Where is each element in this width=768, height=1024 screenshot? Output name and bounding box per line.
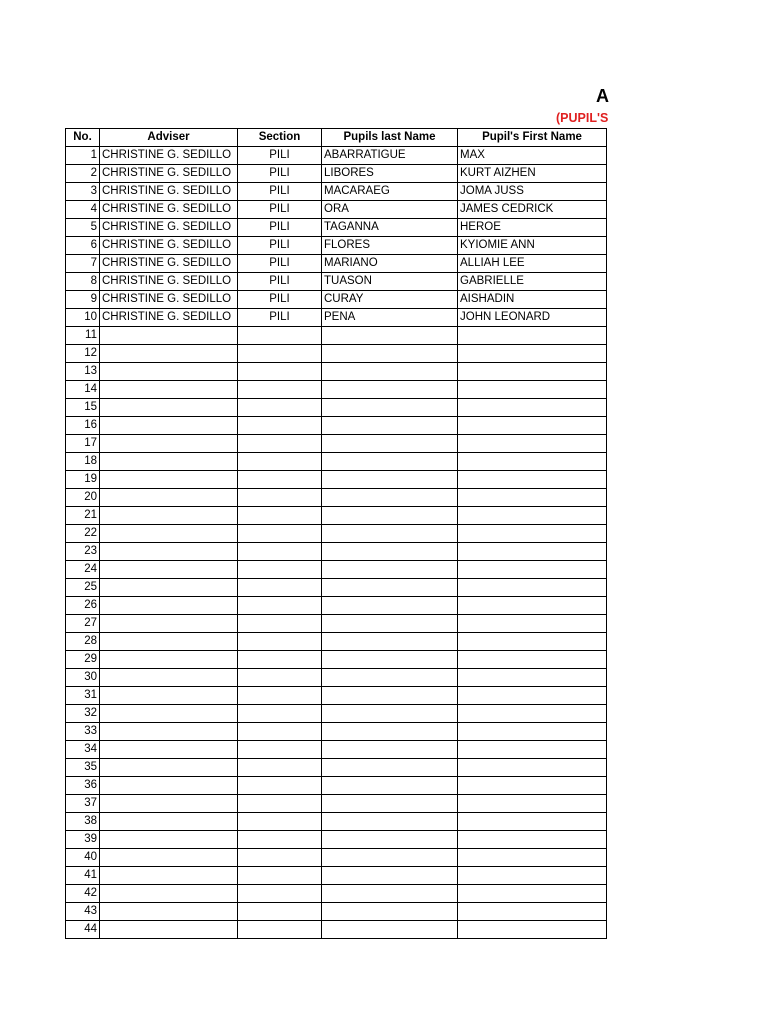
cell-section[interactable] [238,633,322,651]
table-row [66,183,607,201]
cell-last-name[interactable]: LIBORES [322,165,458,183]
cell-first-name[interactable]: KYIOMIE ANN [458,237,607,255]
sheet-subtitle: (PUPIL'S [556,111,609,125]
cell-no[interactable]: 32 [66,705,100,723]
cell-no[interactable]: 8 [66,273,100,291]
cell-adviser[interactable] [100,741,238,759]
cell-last-name[interactable] [322,885,458,903]
cell-no[interactable]: 3 [66,183,100,201]
table-row [66,219,607,237]
cell-first-name[interactable] [458,561,607,579]
cell-section[interactable] [238,471,322,489]
cell-last-name[interactable] [322,525,458,543]
cell-adviser[interactable] [100,723,238,741]
cell-first-name[interactable] [458,849,607,867]
cell-last-name[interactable]: FLORES [322,237,458,255]
cell-adviser[interactable]: CHRISTINE G. SEDILLO [100,147,238,165]
cell-first-name[interactable] [458,633,607,651]
table-row [66,237,607,255]
cell-adviser[interactable]: CHRISTINE G. SEDILLO [100,165,238,183]
cell-adviser[interactable]: CHRISTINE G. SEDILLO [100,291,238,309]
cell-first-name[interactable] [458,921,607,939]
cell-adviser[interactable] [100,795,238,813]
cell-adviser[interactable] [100,615,238,633]
table-row [66,471,607,489]
cell-adviser[interactable] [100,543,238,561]
cell-first-name[interactable]: MAX [458,147,607,165]
cell-section[interactable] [238,903,322,921]
cell-first-name[interactable] [458,435,607,453]
cell-first-name[interactable] [458,471,607,489]
table-row [66,435,607,453]
cell-last-name[interactable] [322,561,458,579]
cell-adviser[interactable] [100,687,238,705]
cell-no[interactable]: 41 [66,867,100,885]
cell-section[interactable]: PILI [238,237,322,255]
table-row [66,255,607,273]
table-row [66,831,607,849]
cell-section[interactable] [238,795,322,813]
cell-no[interactable]: 7 [66,255,100,273]
table-row [66,507,607,525]
cell-last-name[interactable] [322,777,458,795]
table-row [66,381,607,399]
cell-no[interactable]: 29 [66,651,100,669]
header-row [66,129,607,147]
cell-section[interactable]: PILI [238,165,322,183]
cell-no[interactable]: 38 [66,813,100,831]
header-section[interactable]: Section [238,129,322,147]
cell-last-name[interactable] [322,651,458,669]
cell-adviser[interactable] [100,453,238,471]
table-row [66,705,607,723]
cell-first-name[interactable]: JOHN LEONARD [458,309,607,327]
cell-adviser[interactable] [100,759,238,777]
header-first-name[interactable]: Pupil's First Name [458,129,607,147]
table-row [66,453,607,471]
cell-adviser[interactable]: CHRISTINE G. SEDILLO [100,273,238,291]
cell-last-name[interactable] [322,687,458,705]
cell-section[interactable]: PILI [238,183,322,201]
cell-last-name[interactable]: MARIANO [322,255,458,273]
cell-adviser[interactable] [100,417,238,435]
cell-adviser[interactable]: CHRISTINE G. SEDILLO [100,201,238,219]
cell-section[interactable] [238,561,322,579]
cell-adviser[interactable] [100,777,238,795]
table-row [66,741,607,759]
cell-adviser[interactable] [100,381,238,399]
cell-section[interactable]: PILI [238,255,322,273]
cell-first-name[interactable] [458,723,607,741]
cell-no[interactable]: 2 [66,165,100,183]
cell-last-name[interactable] [322,381,458,399]
header-adviser[interactable]: Adviser [100,129,238,147]
cell-no[interactable]: 28 [66,633,100,651]
cell-no[interactable]: 27 [66,615,100,633]
cell-first-name[interactable] [458,813,607,831]
cell-first-name[interactable] [458,795,607,813]
cell-first-name[interactable] [458,651,607,669]
table-row [66,885,607,903]
cell-section[interactable] [238,597,322,615]
cell-last-name[interactable] [322,345,458,363]
cell-last-name[interactable]: TAGANNA [322,219,458,237]
cell-first-name[interactable]: AISHADIN [458,291,607,309]
cell-first-name[interactable] [458,453,607,471]
cell-adviser[interactable] [100,489,238,507]
cell-no[interactable]: 33 [66,723,100,741]
cell-adviser[interactable] [100,579,238,597]
cell-no[interactable]: 30 [66,669,100,687]
cell-last-name[interactable]: PENA [322,309,458,327]
cell-no[interactable]: 24 [66,561,100,579]
table-row [66,651,607,669]
cell-first-name[interactable] [458,903,607,921]
cell-section[interactable]: PILI [238,273,322,291]
cell-no[interactable]: 14 [66,381,100,399]
cell-adviser[interactable] [100,903,238,921]
table-row [66,633,607,651]
table-row [66,687,607,705]
cell-no[interactable]: 22 [66,525,100,543]
cell-section[interactable] [238,399,322,417]
cell-first-name[interactable] [458,867,607,885]
cell-last-name[interactable] [322,795,458,813]
cell-section[interactable] [238,759,322,777]
cell-section[interactable] [238,777,322,795]
cell-no[interactable]: 26 [66,597,100,615]
cell-first-name[interactable] [458,399,607,417]
cell-last-name[interactable] [322,453,458,471]
cell-no[interactable]: 16 [66,417,100,435]
cell-section[interactable] [238,327,322,345]
table-row [66,291,607,309]
cell-last-name[interactable] [322,759,458,777]
table-row [66,795,607,813]
cell-section[interactable] [238,921,322,939]
cell-first-name[interactable] [458,345,607,363]
cell-no[interactable]: 13 [66,363,100,381]
cell-adviser[interactable]: CHRISTINE G. SEDILLO [100,219,238,237]
cell-last-name[interactable] [322,903,458,921]
cell-section[interactable] [238,813,322,831]
cell-no[interactable]: 43 [66,903,100,921]
cell-no[interactable]: 44 [66,921,100,939]
cell-section[interactable] [238,507,322,525]
cell-last-name[interactable] [322,669,458,687]
cell-adviser[interactable] [100,363,238,381]
cell-adviser[interactable]: CHRISTINE G. SEDILLO [100,183,238,201]
cell-last-name[interactable]: TUASON [322,273,458,291]
cell-section[interactable] [238,525,322,543]
cell-no[interactable]: 19 [66,471,100,489]
cell-last-name[interactable]: ORA [322,201,458,219]
cell-last-name[interactable] [322,741,458,759]
cell-section[interactable] [238,453,322,471]
cell-no[interactable]: 21 [66,507,100,525]
cell-first-name[interactable]: KURT AIZHEN [458,165,607,183]
cell-section[interactable] [238,669,322,687]
cell-first-name[interactable] [458,759,607,777]
cell-no[interactable]: 18 [66,453,100,471]
cell-no[interactable]: 37 [66,795,100,813]
cell-section[interactable] [238,687,322,705]
cell-section[interactable] [238,345,322,363]
cell-section[interactable]: PILI [238,147,322,165]
cell-first-name[interactable] [458,705,607,723]
table-row [66,327,607,345]
cell-last-name[interactable] [322,921,458,939]
table-row [66,921,607,939]
cell-last-name[interactable] [322,615,458,633]
cell-first-name[interactable] [458,597,607,615]
cell-last-name[interactable] [322,723,458,741]
cell-no[interactable]: 25 [66,579,100,597]
cell-first-name[interactable] [458,669,607,687]
cell-no[interactable]: 11 [66,327,100,345]
cell-no[interactable]: 10 [66,309,100,327]
cell-no[interactable]: 20 [66,489,100,507]
cell-first-name[interactable]: GABRIELLE [458,273,607,291]
cell-no[interactable]: 4 [66,201,100,219]
pupil-list-table [65,128,607,939]
cell-first-name[interactable] [458,579,607,597]
cell-section[interactable] [238,435,322,453]
cell-first-name[interactable] [458,417,607,435]
cell-last-name[interactable] [322,633,458,651]
cell-adviser[interactable] [100,921,238,939]
header-last-name[interactable]: Pupils last Name [322,129,458,147]
cell-last-name[interactable] [322,597,458,615]
cell-last-name[interactable]: CURAY [322,291,458,309]
cell-adviser[interactable] [100,561,238,579]
cell-first-name[interactable] [458,885,607,903]
cell-adviser[interactable] [100,633,238,651]
cell-section[interactable] [238,381,322,399]
table-row [66,723,607,741]
cell-last-name[interactable] [322,435,458,453]
cell-first-name[interactable] [458,525,607,543]
table-row [66,759,607,777]
cell-adviser[interactable] [100,399,238,417]
cell-no[interactable]: 23 [66,543,100,561]
table-row [66,147,607,165]
table-row [66,525,607,543]
table-row [66,273,607,291]
table-row [66,867,607,885]
cell-no[interactable]: 40 [66,849,100,867]
table-row [66,201,607,219]
table-row [66,363,607,381]
cell-adviser[interactable]: CHRISTINE G. SEDILLO [100,255,238,273]
cell-adviser[interactable] [100,669,238,687]
table-row [66,489,607,507]
cell-section[interactable] [238,543,322,561]
cell-adviser[interactable] [100,435,238,453]
cell-no[interactable]: 35 [66,759,100,777]
cell-last-name[interactable] [322,327,458,345]
cell-section[interactable]: PILI [238,219,322,237]
cell-adviser[interactable]: CHRISTINE G. SEDILLO [100,309,238,327]
table-row [66,597,607,615]
cell-first-name[interactable] [458,507,607,525]
cell-adviser[interactable] [100,867,238,885]
cell-section[interactable] [238,741,322,759]
cell-section[interactable] [238,615,322,633]
cell-last-name[interactable] [322,471,458,489]
cell-section[interactable]: PILI [238,291,322,309]
table-row [66,561,607,579]
cell-last-name[interactable] [322,543,458,561]
cell-first-name[interactable] [458,489,607,507]
cell-first-name[interactable] [458,687,607,705]
cell-section[interactable] [238,849,322,867]
cell-first-name[interactable] [458,615,607,633]
cell-section[interactable] [238,417,322,435]
cell-adviser[interactable] [100,327,238,345]
cell-no[interactable]: 12 [66,345,100,363]
cell-no[interactable]: 31 [66,687,100,705]
cell-last-name[interactable] [322,813,458,831]
cell-last-name[interactable] [322,705,458,723]
cell-last-name[interactable] [322,363,458,381]
cell-no[interactable]: 34 [66,741,100,759]
cell-adviser[interactable] [100,813,238,831]
table-body [66,147,607,939]
cell-first-name[interactable] [458,363,607,381]
cell-no[interactable]: 36 [66,777,100,795]
table-row [66,543,607,561]
table-row [66,165,607,183]
cell-adviser[interactable] [100,831,238,849]
cell-section[interactable] [238,705,322,723]
cell-no[interactable]: 15 [66,399,100,417]
cell-adviser[interactable] [100,345,238,363]
cell-first-name[interactable] [458,381,607,399]
cell-no[interactable]: 39 [66,831,100,849]
table-row [66,813,607,831]
cell-no[interactable]: 17 [66,435,100,453]
cell-last-name[interactable] [322,831,458,849]
cell-last-name[interactable] [322,417,458,435]
cell-adviser[interactable] [100,597,238,615]
cell-first-name[interactable] [458,741,607,759]
cell-last-name[interactable] [322,489,458,507]
cell-last-name[interactable] [322,507,458,525]
cell-last-name[interactable] [322,399,458,417]
cell-first-name[interactable]: ALLIAH LEE [458,255,607,273]
cell-first-name[interactable]: JAMES CEDRICK [458,201,607,219]
cell-first-name[interactable] [458,777,607,795]
cell-section[interactable] [238,579,322,597]
cell-section[interactable]: PILI [238,309,322,327]
cell-adviser[interactable] [100,705,238,723]
table-row [66,399,607,417]
cell-section[interactable]: PILI [238,201,322,219]
cell-first-name[interactable]: JOMA JUSS [458,183,607,201]
cell-section[interactable] [238,363,322,381]
cell-no[interactable]: 42 [66,885,100,903]
table-row [66,417,607,435]
table-row [66,777,607,795]
cell-section[interactable] [238,885,322,903]
cell-no[interactable]: 6 [66,237,100,255]
cell-adviser[interactable] [100,849,238,867]
cell-last-name[interactable] [322,579,458,597]
table-row [66,309,607,327]
table-row [66,615,607,633]
cell-adviser[interactable]: CHRISTINE G. SEDILLO [100,237,238,255]
cell-last-name[interactable]: MACARAEG [322,183,458,201]
cell-first-name[interactable] [458,327,607,345]
cell-adviser[interactable] [100,471,238,489]
cell-section[interactable] [238,831,322,849]
cell-no[interactable]: 5 [66,219,100,237]
cell-no[interactable]: 9 [66,291,100,309]
table-row [66,579,607,597]
cell-first-name[interactable] [458,543,607,561]
sheet-title: A [596,86,609,106]
cell-adviser[interactable] [100,525,238,543]
cell-first-name[interactable]: HEROE [458,219,607,237]
header-no[interactable]: No. [66,129,100,147]
cell-last-name[interactable]: ABARRATIGUE [322,147,458,165]
table-row [66,345,607,363]
cell-section[interactable] [238,867,322,885]
cell-section[interactable] [238,489,322,507]
table-row [66,669,607,687]
table-row [66,849,607,867]
cell-no[interactable]: 1 [66,147,100,165]
cell-last-name[interactable] [322,867,458,885]
cell-adviser[interactable] [100,651,238,669]
cell-section[interactable] [238,723,322,741]
table-row [66,903,607,921]
cell-first-name[interactable] [458,831,607,849]
cell-adviser[interactable] [100,885,238,903]
cell-section[interactable] [238,651,322,669]
cell-adviser[interactable] [100,507,238,525]
cell-last-name[interactable] [322,849,458,867]
